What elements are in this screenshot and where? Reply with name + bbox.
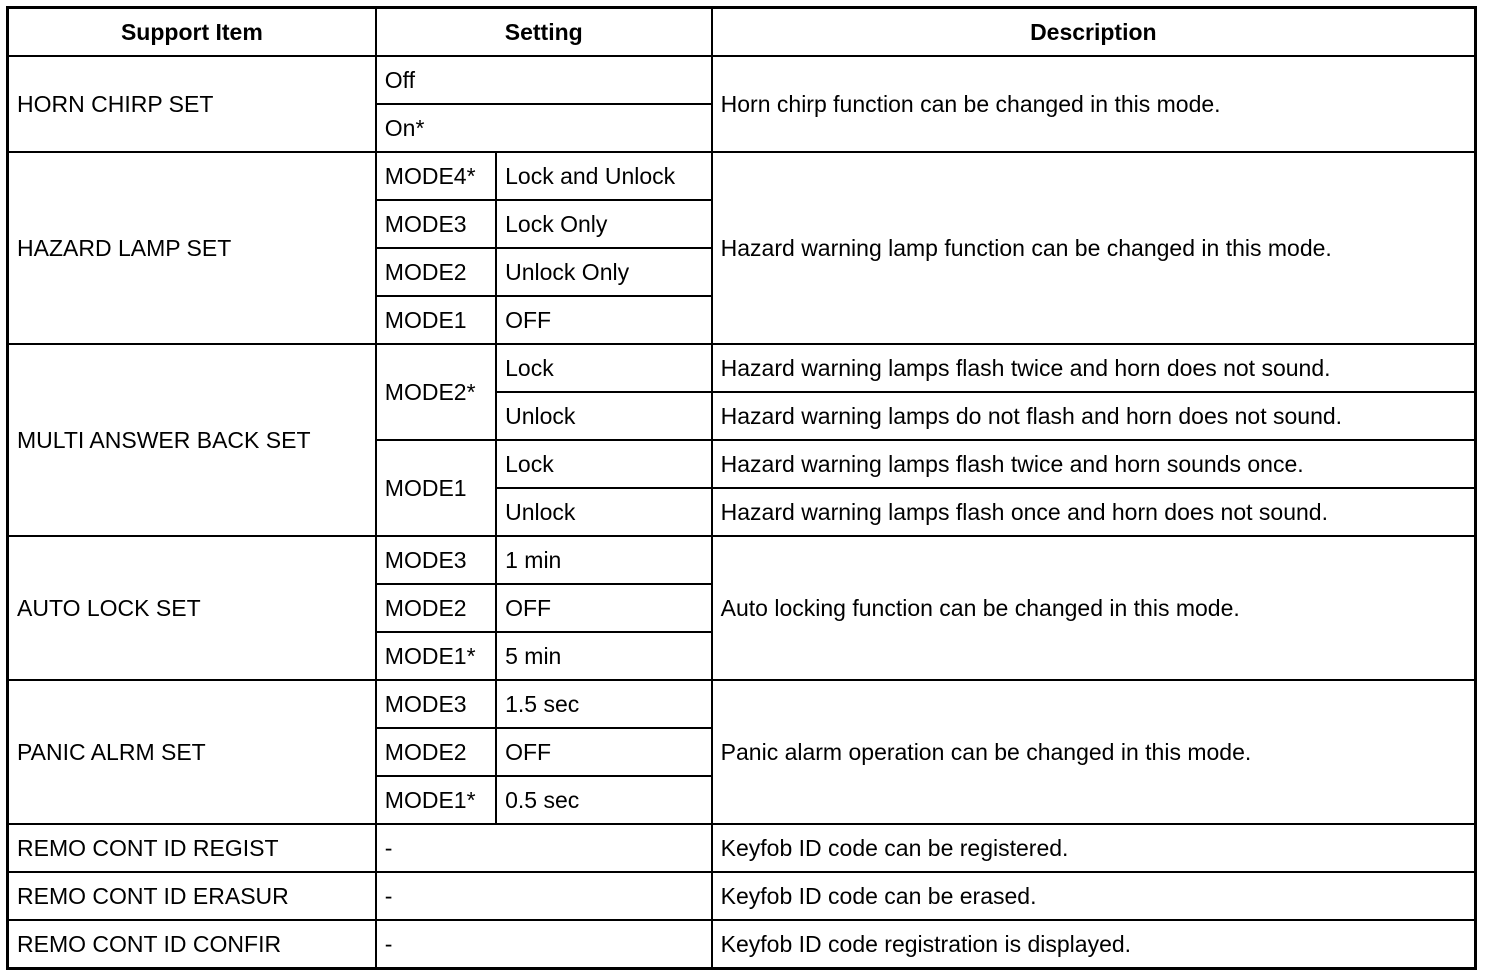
table-row [8,920,1476,969]
setting-cell: Off [376,56,712,104]
description-cell: Keyfob ID code can be erased. [712,872,1476,920]
description-cell: Hazard warning lamps flash twice and horn sounds once. [712,440,1476,488]
support-item-remo-regist: REMO CONT ID REGIST [8,824,376,872]
value-cell: Unlock [496,488,712,536]
value-cell: 1 min [496,536,712,584]
mode-cell: MODE1* [376,632,496,680]
value-cell: Unlock Only [496,248,712,296]
description-cell: Keyfob ID code can be registered. [712,824,1476,872]
mode-cell: MODE2* [376,344,496,440]
header-description: Description [712,8,1476,57]
description-cell: Auto locking function can be changed in this mode. [712,536,1476,680]
support-item-table [6,6,1477,970]
description-cell: Keyfob ID code registration is displayed. [712,920,1476,969]
table-row [8,56,1476,104]
description-cell: Hazard warning lamps flash once and horn does not sound. [712,488,1476,536]
value-cell: 0.5 sec [496,776,712,824]
mode-cell: MODE3 [376,200,496,248]
mode-cell: MODE1* [376,776,496,824]
description-cell: Hazard warning lamps do not flash and horn does not sound. [712,392,1476,440]
mode-cell: MODE1 [376,296,496,344]
table-row [8,824,1476,872]
mode-cell: MODE1 [376,440,496,536]
table-row [8,344,1476,392]
support-item-autolock: AUTO LOCK SET [8,536,376,680]
support-item-multi: MULTI ANSWER BACK SET [8,344,376,536]
setting-cell: On* [376,104,712,152]
table-row [8,152,1476,200]
value-cell: 5 min [496,632,712,680]
header-support-item: Support Item [8,8,376,57]
table-row [8,680,1476,728]
setting-cell: - [376,872,712,920]
support-item-remo-erasur: REMO CONT ID ERASUR [8,872,376,920]
support-item-horn: HORN CHIRP SET [8,56,376,152]
mode-cell: MODE3 [376,680,496,728]
table-row [8,536,1476,584]
value-cell: OFF [496,296,712,344]
mode-cell: MODE4* [376,152,496,200]
value-cell: Lock [496,440,712,488]
support-item-hazard: HAZARD LAMP SET [8,152,376,344]
mode-cell: MODE2 [376,728,496,776]
value-cell: Lock and Unlock [496,152,712,200]
value-cell: Unlock [496,392,712,440]
description-cell: Hazard warning lamp function can be changed in this mode. [712,152,1476,344]
mode-cell: MODE2 [376,584,496,632]
description-cell: Hazard warning lamps flash twice and horn does not sound. [712,344,1476,392]
setting-cell: - [376,920,712,969]
description-cell: Panic alarm operation can be changed in this mode. [712,680,1476,824]
setting-cell: - [376,824,712,872]
description-cell: Horn chirp function can be changed in this mode. [712,56,1476,152]
table-row [8,872,1476,920]
mode-cell: MODE3 [376,536,496,584]
mode-cell: MODE2 [376,248,496,296]
value-cell: 1.5 sec [496,680,712,728]
support-item-remo-confir: REMO CONT ID CONFIR [8,920,376,969]
value-cell: Lock Only [496,200,712,248]
value-cell: OFF [496,728,712,776]
header-setting: Setting [376,8,712,57]
support-item-panic: PANIC ALRM SET [8,680,376,824]
header-row [8,8,1476,57]
value-cell: Lock [496,344,712,392]
value-cell: OFF [496,584,712,632]
